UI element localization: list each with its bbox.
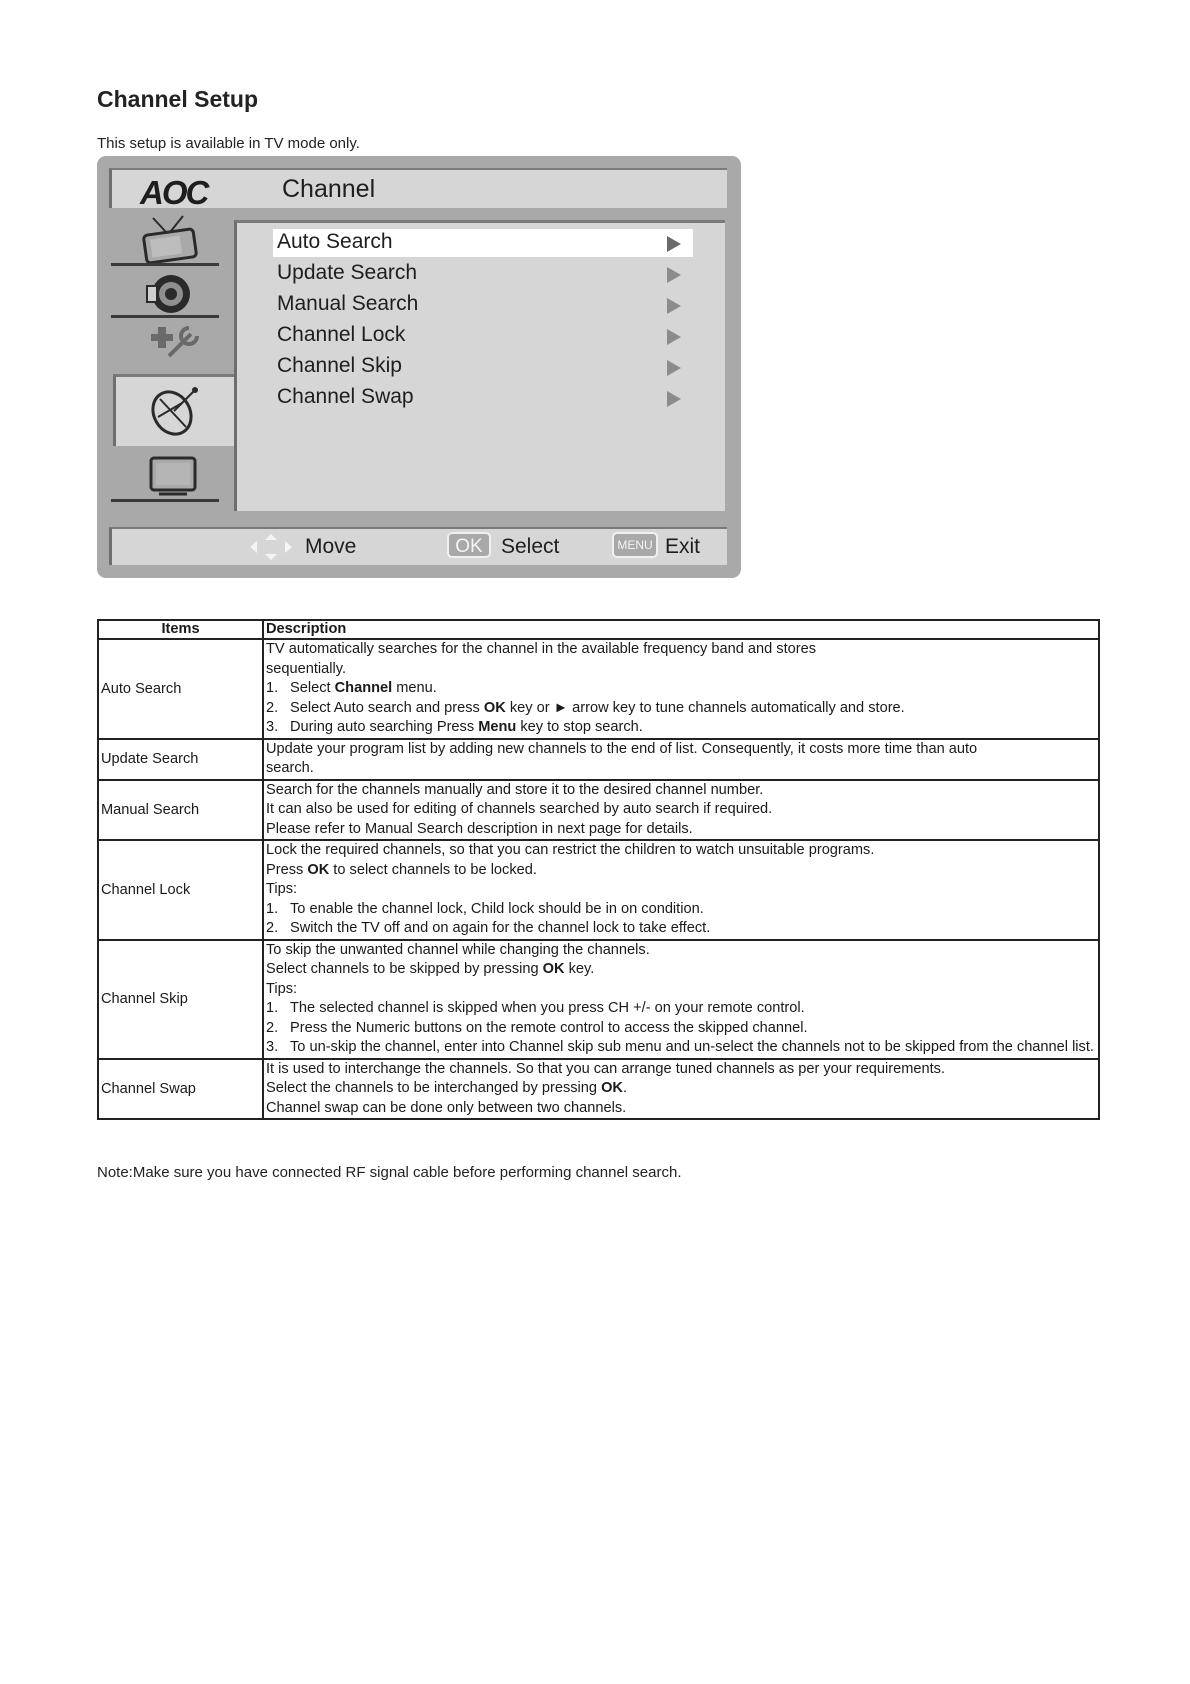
- description-header: Description: [263, 620, 1099, 639]
- tv-picture-icon[interactable]: [111, 214, 221, 266]
- numbered-step: [266, 999, 1096, 1019]
- table-row: [98, 940, 1099, 1059]
- description-line: Update your program list by adding new channels to the end of list. Consequently, it costs more time than auto: [266, 740, 978, 757]
- description-cell: [263, 739, 1099, 780]
- intro-text: This setup is available in TV mode only.: [97, 135, 360, 152]
- description-cell: [263, 940, 1099, 1059]
- step-text: Select channels to be skipped by pressing: [266, 961, 543, 977]
- description-line: It is used to interchange the channels. So that you can arrange tuned channels as per your requirements.: [266, 1060, 946, 1077]
- arrow-right-icon: [667, 298, 681, 314]
- menu-item-manual-search[interactable]: [273, 291, 693, 319]
- description-line: Tips:: [266, 881, 298, 897]
- osd-channel-menu: [97, 156, 741, 578]
- description-cell: [263, 1059, 1099, 1120]
- menu-item-channel-lock[interactable]: [273, 322, 693, 350]
- menu-item-label: Update Search: [277, 261, 418, 284]
- step-text-tail: menu.: [392, 680, 437, 696]
- description-line: Tips:: [266, 980, 298, 997]
- menu-item-label: Auto Search: [277, 230, 393, 253]
- menu-item-channel-skip[interactable]: [273, 353, 693, 381]
- speaker-icon[interactable]: [111, 266, 221, 318]
- bold-keyword: OK: [601, 1080, 623, 1096]
- step-text: To un-skip the channel, enter into Channel skip sub menu and un-select the channels not to be skipped from the channel list.: [290, 1039, 1094, 1055]
- step-text-tail: .: [622, 1080, 628, 1096]
- step-number: 1.: [266, 900, 279, 917]
- osd-title: Channel: [282, 175, 376, 203]
- aoc-logo: AOC: [140, 174, 208, 211]
- step-text: Press the Numeric buttons on the remote control to access the skipped channel.: [290, 1019, 808, 1036]
- note-text: Note:Make sure you have connected RF signal cable before performing channel search.: [97, 1164, 682, 1181]
- step-text: Press: [266, 861, 308, 878]
- step-text: Select the channels to be interchanged by pressing: [266, 1080, 602, 1096]
- numbered-step: [266, 718, 1096, 738]
- arrow-right-icon: [667, 391, 681, 407]
- item-cell: Auto Search: [98, 639, 263, 739]
- description-line: sequentially.: [266, 660, 347, 677]
- osd-header: [109, 168, 727, 211]
- item-cell: Channel Lock: [98, 840, 263, 940]
- step-text-tail: key to stop search.: [516, 719, 643, 735]
- numbered-step: [266, 900, 1096, 920]
- menu-item-update-search[interactable]: [273, 260, 693, 288]
- step-number: 1.: [266, 1000, 279, 1016]
- description-line: Search for the channels manually and store it to the desired channel number.: [266, 781, 764, 798]
- numbered-step: [266, 699, 1096, 719]
- move-arrows-icon: [248, 533, 294, 567]
- description-line: [266, 960, 1096, 980]
- description-line: Channel swap can be done only between two channels.: [266, 1099, 627, 1116]
- items-header: Items: [98, 620, 263, 639]
- bold-keyword: OK: [307, 861, 330, 878]
- numbered-step: [266, 1019, 1096, 1039]
- description-table: [97, 619, 1100, 1120]
- step-number: 3.: [266, 1039, 279, 1055]
- arrow-right-icon: [667, 360, 681, 376]
- description-cell: [263, 639, 1099, 739]
- monitor-icon[interactable]: [111, 450, 221, 502]
- channel-tab-active[interactable]: [113, 374, 237, 446]
- item-cell: Update Search: [98, 739, 263, 780]
- menu-item-auto-search[interactable]: [273, 229, 693, 257]
- table-row: [98, 840, 1099, 940]
- table-row: [98, 739, 1099, 780]
- ok-key-icon: OK: [447, 532, 491, 558]
- arrow-right-icon: [667, 236, 681, 252]
- table-row: [98, 1059, 1099, 1120]
- menu-item-label: Manual Search: [277, 292, 419, 315]
- move-label: Move: [305, 535, 357, 558]
- menu-key-icon: MENU: [612, 532, 658, 558]
- page-title: Channel Setup: [97, 86, 259, 112]
- table-row: [98, 780, 1099, 841]
- arrow-right-icon: [667, 267, 681, 283]
- osd-footer: [109, 527, 727, 565]
- description-line: It can also be used for editing of channels searched by auto search if required.: [266, 801, 773, 817]
- bold-keyword: Channel: [334, 680, 393, 696]
- osd-menu-panel: [234, 220, 725, 511]
- menu-item-label: Channel Swap: [277, 385, 414, 408]
- step-number: 1.: [266, 680, 279, 696]
- item-cell: Channel Swap: [98, 1059, 263, 1120]
- description-cell: [263, 840, 1099, 940]
- step-number: 3.: [266, 719, 279, 735]
- table-header-row: [98, 620, 1099, 639]
- description-line: Lock the required channels, so that you can restrict the children to watch unsuitable programs.: [266, 842, 875, 858]
- table-row: [98, 639, 1099, 739]
- menu-item-channel-swap[interactable]: [273, 384, 693, 412]
- bold-keyword: OK: [542, 961, 565, 977]
- step-number: 2.: [266, 920, 279, 936]
- setup-tools-icon[interactable]: [111, 316, 221, 368]
- description-line: To skip the unwanted channel while changing the channels.: [266, 941, 650, 958]
- step-text: Switch the TV off and on again for the channel lock to take effect.: [290, 920, 711, 936]
- arrow-right-icon: [667, 329, 681, 345]
- numbered-step: [266, 919, 1096, 939]
- step-number: 2.: [266, 699, 279, 716]
- description-line: search.: [266, 760, 314, 776]
- bold-keyword: OK: [483, 699, 506, 716]
- select-label: Select: [501, 535, 560, 558]
- item-cell: Channel Skip: [98, 940, 263, 1059]
- step-text: Select: [290, 680, 335, 696]
- table-body: [98, 639, 1099, 1119]
- step-text: Select Auto search and press: [290, 699, 484, 716]
- bold-keyword: Menu: [478, 719, 517, 735]
- numbered-step: [266, 1038, 1096, 1058]
- step-text-tail: to select channels to be locked.: [329, 861, 537, 878]
- menu-item-label: Channel Lock: [277, 323, 406, 346]
- step-text-tail: key or ► arrow key to tune channels automatically and store.: [505, 699, 905, 716]
- menu-item-label: Channel Skip: [277, 354, 402, 377]
- description-line: Please refer to Manual Search description in next page for details.: [266, 820, 693, 837]
- description-cell: [263, 780, 1099, 841]
- satellite-dish-icon: [116, 377, 226, 441]
- step-number: 2.: [266, 1019, 279, 1036]
- step-text: During auto searching Press: [290, 719, 479, 735]
- description-line: TV automatically searches for the channel in the available frequency band and stores: [266, 641, 817, 657]
- step-text: The selected channel is skipped when you press CH +/- on your remote control.: [290, 1000, 805, 1016]
- step-text: To enable the channel lock, Child lock should be in on condition.: [290, 900, 704, 917]
- description-line: [266, 1079, 1096, 1099]
- step-text-tail: key.: [564, 961, 595, 977]
- item-cell: Manual Search: [98, 780, 263, 841]
- description-line: [266, 861, 1096, 881]
- numbered-step: [266, 679, 1096, 699]
- exit-label: Exit: [665, 535, 701, 558]
